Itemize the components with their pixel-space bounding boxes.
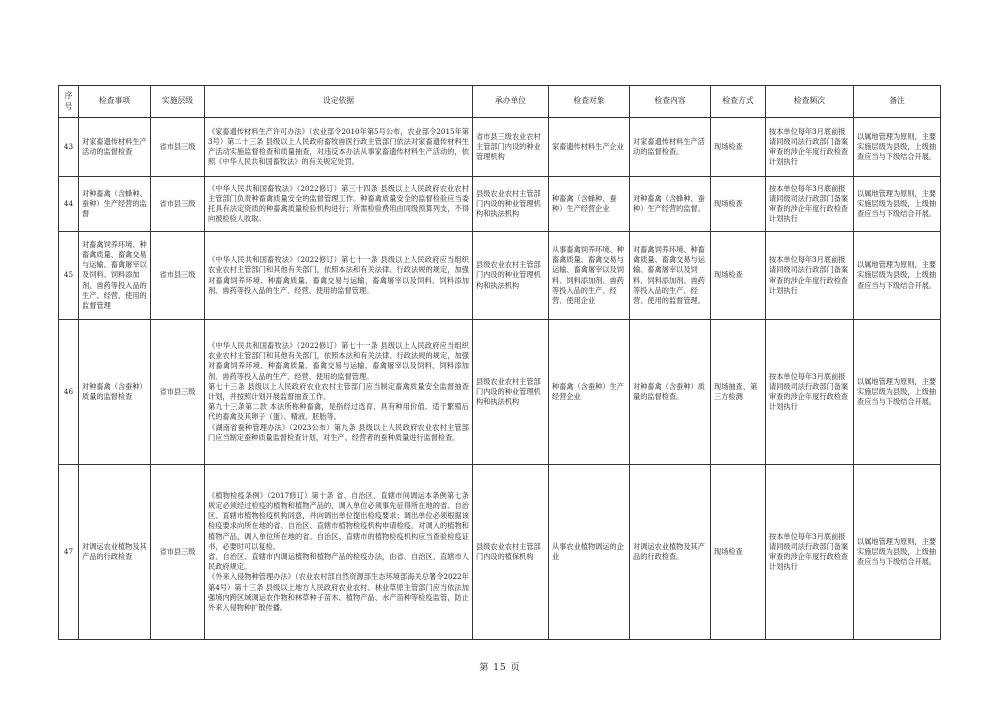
table-row xyxy=(59,177,941,232)
header-basis: 设定依据 xyxy=(205,86,473,118)
cell-item: 对种畜禽（含蜂种、蚕种）生产经营的监督 xyxy=(79,177,151,232)
cell-content: 对畜禽饲养环境、种畜禽质量、畜禽交易与运输、畜禽屠宰以及饲料、饲料添加剂、兽药等投入品的生产、经营、使用的监督管理。 xyxy=(630,232,711,320)
cell-target: 种畜禽（含蚕种）生产经营企业 xyxy=(549,320,630,465)
cell-no: 47 xyxy=(59,465,79,640)
cell-remark: 以属地管理为原则，主要实施层级为县级，上级抽查应当与下级结合开展。 xyxy=(854,118,941,177)
cell-method: 现场检查 xyxy=(711,118,766,177)
cell-target: 种畜禽（含蜂种、蚕种）生产经营企业 xyxy=(549,177,630,232)
cell-no: 43 xyxy=(59,118,79,177)
cell-frequency: 按本单位每年3月底前报请同级司法行政部门备案审查的涉企年度行政检查计划执行 xyxy=(766,118,854,177)
inspection-table xyxy=(58,85,941,640)
basis-paragraph: 《中华人民共和国畜牧法》（2022修订）第三十四条 县级以上人民政府农业农村主管部门负责种畜禽质量安全的监督管理工作。种畜禽质量安全的监督检验应当委托具有法定资质的种畜禽质量检验机构进行；所需检验费用由同级预算列支，不得向被检验人收取。 xyxy=(208,183,469,224)
header-item: 检查事项 xyxy=(79,86,151,118)
cell-unit: 县级农业农村主管部门内设的种业管理机构和执法机构 xyxy=(473,177,549,232)
cell-frequency: 按本单位每年3月底前报请同级司法行政部门备案审查的涉企年度行政检查计划执行 xyxy=(766,232,854,320)
cell-no: 45 xyxy=(59,232,79,320)
cell-remark: 以属地管理为原则，主要实施层级为县级，上级抽查应当与下级结合开展。 xyxy=(854,177,941,232)
basis-paragraph: 《家畜遗传材料生产许可办法》（农业部令2010年第5号公布，农业部令2015年第3号）第二十三条 县级以上人民政府畜牧兽医行政主管部门依法对家畜遗传材料生产活动实施监督检查和质量抽查，对违反本办法从事家畜遗传材料生产活动的，依照《中华人民共和国畜牧法》的有关规定处罚。 xyxy=(208,126,469,167)
header-method: 检查方式 xyxy=(711,86,766,118)
header-remark: 备注 xyxy=(854,86,941,118)
basis-paragraph: 《湖南省蚕种管理办法》（2023公布）第九条 县级以上人民政府农业农村主管部门应当制定蚕种质量监督检查计划，对生产、经营者的蚕种质量进行监督检查。 xyxy=(208,422,469,442)
cell-item: 对畜禽饲养环境、种畜禽质量、畜禽交易与运输、畜禽屠宰以及饲料、饲料添加剂、兽药等投入品的生产、经营、使用的监督管理 xyxy=(79,232,151,320)
cell-method: 现场检查 xyxy=(711,177,766,232)
cell-remark: 以属地管理为原则，主要实施层级为县级，上级抽查应当与下级结合开展。 xyxy=(854,320,941,465)
cell-frequency: 按本单位每年3月底前报请同级司法行政部门备案审查的涉企年度行政检查计划执行 xyxy=(766,320,854,465)
cell-content: 对调运农业植物及其产品的行政检查。 xyxy=(630,465,711,640)
basis-paragraph: 《中华人民共和国畜牧法》（2022修订）第七十一条 县级以上人民政府应当组织农业农村主管部门和其他有关部门，依照本法和有关法律、行政法规的规定，加强对畜禽饲养环境、种畜禽质量、畜禽交易与运输、畜禽屠宰以及饲料、饲料添加剂、兽药等投入品的生产、经营、使用的监督管理。 xyxy=(208,340,469,381)
basis-paragraph: 《植物检疫条例》（2017修订）第十条 省、自治区、直辖市间调运本条例第七条规定必须经过检疫的植物和植物产品的，调入单位必须事先征得所在地的省、自治区、直辖市植物检疫机构同意，并向调出单位提出检疫要求；调出单位必须根据该检疫要求向所在地的省、自治区、直辖市植物检疫机构申请检疫。对调入的植物和植物产品，调入单位所在地的省、自治区、直辖市的植物检疫机构应当查验检疫证书，必要时可以复检。 xyxy=(208,490,469,551)
page-number: 第 15 页 xyxy=(479,663,521,673)
cell-content: 对种畜禽（含蚕种）质量的监督检查。 xyxy=(630,320,711,465)
basis-paragraph: 《中华人民共和国畜牧法》（2022修订）第七十一条 县级以上人民政府应当组织农业农村主管部门和其他有关部门，依照本法和有关法律、行政法规的规定，加强对畜禽饲养环境、种畜禽质量、畜禽交易与运输、畜禽屠宰以及饲料、饲料添加剂、兽药等投入品的生产、经营、使用的监督管理。 xyxy=(208,255,469,295)
header-frequency: 检查频次 xyxy=(766,86,854,118)
header-no: 序号 xyxy=(59,86,79,118)
table-row xyxy=(59,465,941,640)
table-header-row xyxy=(59,86,941,118)
cell-item: 对调运农业植物及其产品的行政检查 xyxy=(79,465,151,640)
cell-basis xyxy=(205,118,473,177)
cell-remark: 以属地管理为原则，主要实施层级为县级，上级抽查应当与下级结合开展。 xyxy=(854,465,941,640)
cell-item: 对种畜禽（含蚕种）质量的监督检查 xyxy=(79,320,151,465)
basis-paragraph: 第九十三条第二款 本法所称种畜禽，是指经过选育、具有种用价值、适于繁殖后代的畜禽及其卵子（蛋）、精液、胚胎等。 xyxy=(208,402,469,422)
cell-method: 现场抽查、第三方检测 xyxy=(711,320,766,465)
cell-basis xyxy=(205,177,473,232)
basis-paragraph: 省、自治区、直辖市内调运植物和植物产品的检疫办法，由省、自治区、直辖市人民政府规定。 xyxy=(208,552,469,572)
cell-unit: 县级农业农村主管部门内设的种业管理机构和执法机构 xyxy=(473,232,549,320)
cell-content: 对家畜遗传材料生产活动的监督检查。 xyxy=(630,118,711,177)
cell-basis xyxy=(205,320,473,465)
cell-basis xyxy=(205,232,473,320)
cell-unit: 省市县三级农业农村主管部门内设的种业管理机构 xyxy=(473,118,549,177)
header-unit: 承办单位 xyxy=(473,86,549,118)
cell-method: 现场检查 xyxy=(711,465,766,640)
inspection-table-container xyxy=(58,85,940,640)
cell-content: 对种畜禽（含蜂种、蚕种）生产经营的监督。 xyxy=(630,177,711,232)
cell-level: 省市县三级 xyxy=(151,465,205,640)
cell-level: 省市县三级 xyxy=(151,320,205,465)
basis-paragraph: 第七十三条 县级以上人民政府农业农村主管部门应当制定畜禽质量安全监督抽查计划，并按照计划开展监督抽查工作。 xyxy=(208,381,469,401)
cell-method: 现场检查 xyxy=(711,232,766,320)
cell-target: 从事畜禽饲养环境、种畜禽质量、畜禽交易与运输、畜禽屠宰以及饲料、饲料添加剂、兽药等投入品的生产、经营、使用企业 xyxy=(549,232,630,320)
cell-item: 对家畜遗传材料生产活动的监督检查 xyxy=(79,118,151,177)
cell-target: 从事农业植物调运的企业 xyxy=(549,465,630,640)
cell-level: 省市县三级 xyxy=(151,232,205,320)
cell-level: 省市县三级 xyxy=(151,118,205,177)
basis-paragraph: 《外来入侵物种管理办法》（农业农村部自然资源部生态环境部海关总署令2022年第4号）第十三条 县级以上地方人民政府农业农村、林业草原主管部门应当依法加强境内跨区域调运农作物和林草种子苗木、植物产品、水产苗种等检疫监管，防止外来入侵物种扩散传播。 xyxy=(208,572,469,613)
cell-no: 44 xyxy=(59,177,79,232)
cell-target: 家畜遗传材料生产企业 xyxy=(549,118,630,177)
cell-unit: 县级农业农村主管部门内设的植保机构 xyxy=(473,465,549,640)
cell-unit: 县级农业农村主管部门内设的种业管理机构和执法机构 xyxy=(473,320,549,465)
cell-frequency: 按本单位每年3月底前报请同级司法行政部门备案审查的涉企年度行政检查计划执行 xyxy=(766,177,854,232)
table-row xyxy=(59,232,941,320)
table-row xyxy=(59,320,941,465)
table-row xyxy=(59,118,941,177)
cell-basis xyxy=(205,465,473,640)
cell-no: 46 xyxy=(59,320,79,465)
cell-level: 省市县三级 xyxy=(151,177,205,232)
cell-frequency: 按本单位每年3月底前报请同级司法行政部门备案审查的涉企年度行政检查计划执行 xyxy=(766,465,854,640)
header-target: 检查对象 xyxy=(549,86,630,118)
cell-remark: 以属地管理为原则，主要实施层级为县级，上级抽查应当与下级结合开展。 xyxy=(854,232,941,320)
header-level: 实施层级 xyxy=(151,86,205,118)
header-content: 检查内容 xyxy=(630,86,711,118)
